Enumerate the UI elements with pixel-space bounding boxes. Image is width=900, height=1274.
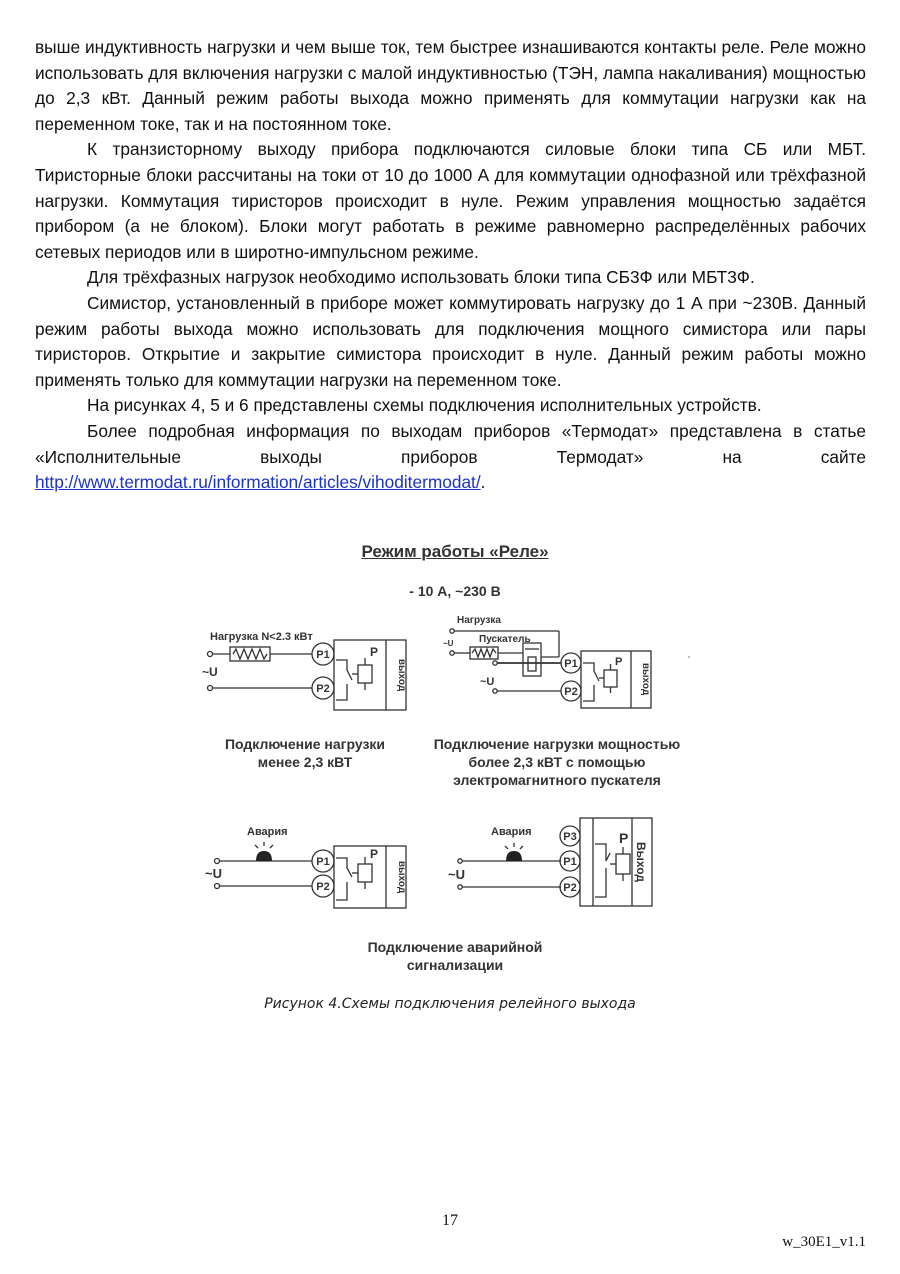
- pin-p1: P1: [316, 649, 330, 661]
- stray-dot: [688, 656, 690, 658]
- figure-title: Режим работы «Реле»: [361, 542, 549, 561]
- document-code: w_30E1_v1.1: [782, 1234, 866, 1250]
- caption-line: менее 2,3 кВТ: [257, 754, 353, 770]
- paragraph-6-text: Более подробная информация по выходам приборов «Термодат» представлена в статье «Исполнительные выходы приборов Термодат» на сайте: [35, 420, 866, 467]
- termodat-link[interactable]: http://www.termodat.ru/information/articles/vihoditermodat/: [35, 472, 481, 493]
- pin-p1: P1: [564, 658, 578, 670]
- voltage-top-label: ~U: [443, 639, 454, 648]
- relay-figure: [195, 535, 715, 985]
- paragraph-1: выше индуктивность нагрузки и чем выше ток, тем быстрее изнашиваются контакты реле. Реле можно использовать для включения нагрузки с малой индуктивностью (ТЭН, лампа накаливания) мощностью до 2,3 кВт. Данный режим работы выхода можно применять для коммутации нагрузки как на переменном токе, так и на постоянном токе.: [35, 37, 866, 134]
- figure-caption: Рисунок 4.Схемы подключения релейного выхода: [264, 996, 636, 1012]
- figure-subtitle: - 10 А, ~230 В: [409, 583, 501, 599]
- output-label: выход: [640, 662, 651, 696]
- caption-alarm: [305, 938, 605, 974]
- paragraph-3: Для трёхфазных нагрузок необходимо использовать блоки типа СБ3Ф или МБТ3Ф.: [87, 267, 755, 288]
- pin-p1: P1: [563, 856, 577, 868]
- alarm-lamp-icon: [506, 851, 522, 861]
- caption-line: электромагнитного пускателя: [453, 772, 661, 788]
- caption-large-load: [407, 735, 707, 789]
- diagram-load-small: [200, 620, 415, 715]
- page-number: 17: [442, 1212, 458, 1229]
- paragraph-6: [35, 419, 866, 496]
- output-label: Выход: [634, 841, 648, 883]
- pin-p1: P1: [316, 856, 330, 868]
- pin-p2: P2: [564, 686, 578, 698]
- relay-label: P: [370, 847, 379, 861]
- caption-line: более 2,3 кВТ с помощью: [468, 754, 646, 770]
- caption-line: сигнализации: [406, 957, 504, 973]
- paragraph-2: К транзисторному выходу прибора подключаются силовые блоки типа СБ или МБТ. Тиристорные блоки рассчитаны на токи от 10 до 1000 А для коммутации однофазной или трёхфазной нагрузки. Коммутация тиристоров происходит в нуле. Режим управления мощностью задаётся прибором (а не блоком). Блоки могут работать в режиме равномерно распределённых рабочих сетевых периодов или в широтно-импульсном режиме.: [35, 139, 866, 262]
- pin-p3: P3: [563, 831, 577, 843]
- diagram-load-starter: [443, 613, 658, 713]
- diagram-alarm-2pin: [200, 820, 415, 915]
- caption-line: Подключение нагрузки мощностью: [433, 736, 681, 752]
- load-small-label: Нагрузка N<2.3 кВт: [210, 631, 313, 643]
- link-trailing-dot: .: [480, 472, 486, 493]
- load-label: Нагрузка: [457, 615, 501, 626]
- caption-small-load: [205, 735, 405, 771]
- pin-p2: P2: [563, 882, 577, 894]
- diagram-alarm-3pin: [443, 813, 658, 913]
- paragraph-5: На рисунках 4, 5 и 6 представлены схемы подключения исполнительных устройств.: [87, 395, 762, 416]
- voltage-label: ~U: [205, 866, 222, 881]
- paragraph-4: Симистор, установленный в приборе может коммутировать нагрузку до 1 А при ~230В. Данный режим работы выхода можно использовать для подключения мощного симистора или пары тиристоров. Открытие и закрытие симистора происходит в нуле. Данный режим работы можно применять только для коммутации нагрузки на переменном токе.: [35, 292, 866, 390]
- pin-p2: P2: [316, 683, 330, 695]
- voltage-label: ~U: [480, 676, 495, 688]
- voltage-label: ~U: [448, 867, 465, 882]
- alarm-label: Авария: [491, 826, 532, 838]
- relay-label: P: [615, 656, 623, 668]
- starter-label: Пускатель: [479, 634, 531, 645]
- pin-p2: P2: [316, 881, 330, 893]
- output-label: выход: [396, 658, 407, 692]
- caption-line: Подключение аварийной: [367, 939, 543, 955]
- caption-line: Подключение нагрузки: [224, 736, 386, 752]
- relay-label: P: [370, 645, 379, 659]
- body-text: [35, 35, 866, 496]
- voltage-label: ~U: [202, 665, 218, 679]
- alarm-lamp-icon: [256, 851, 272, 861]
- relay-label: P: [619, 830, 629, 846]
- alarm-label: Авария: [247, 826, 288, 838]
- output-label: выход: [396, 860, 407, 894]
